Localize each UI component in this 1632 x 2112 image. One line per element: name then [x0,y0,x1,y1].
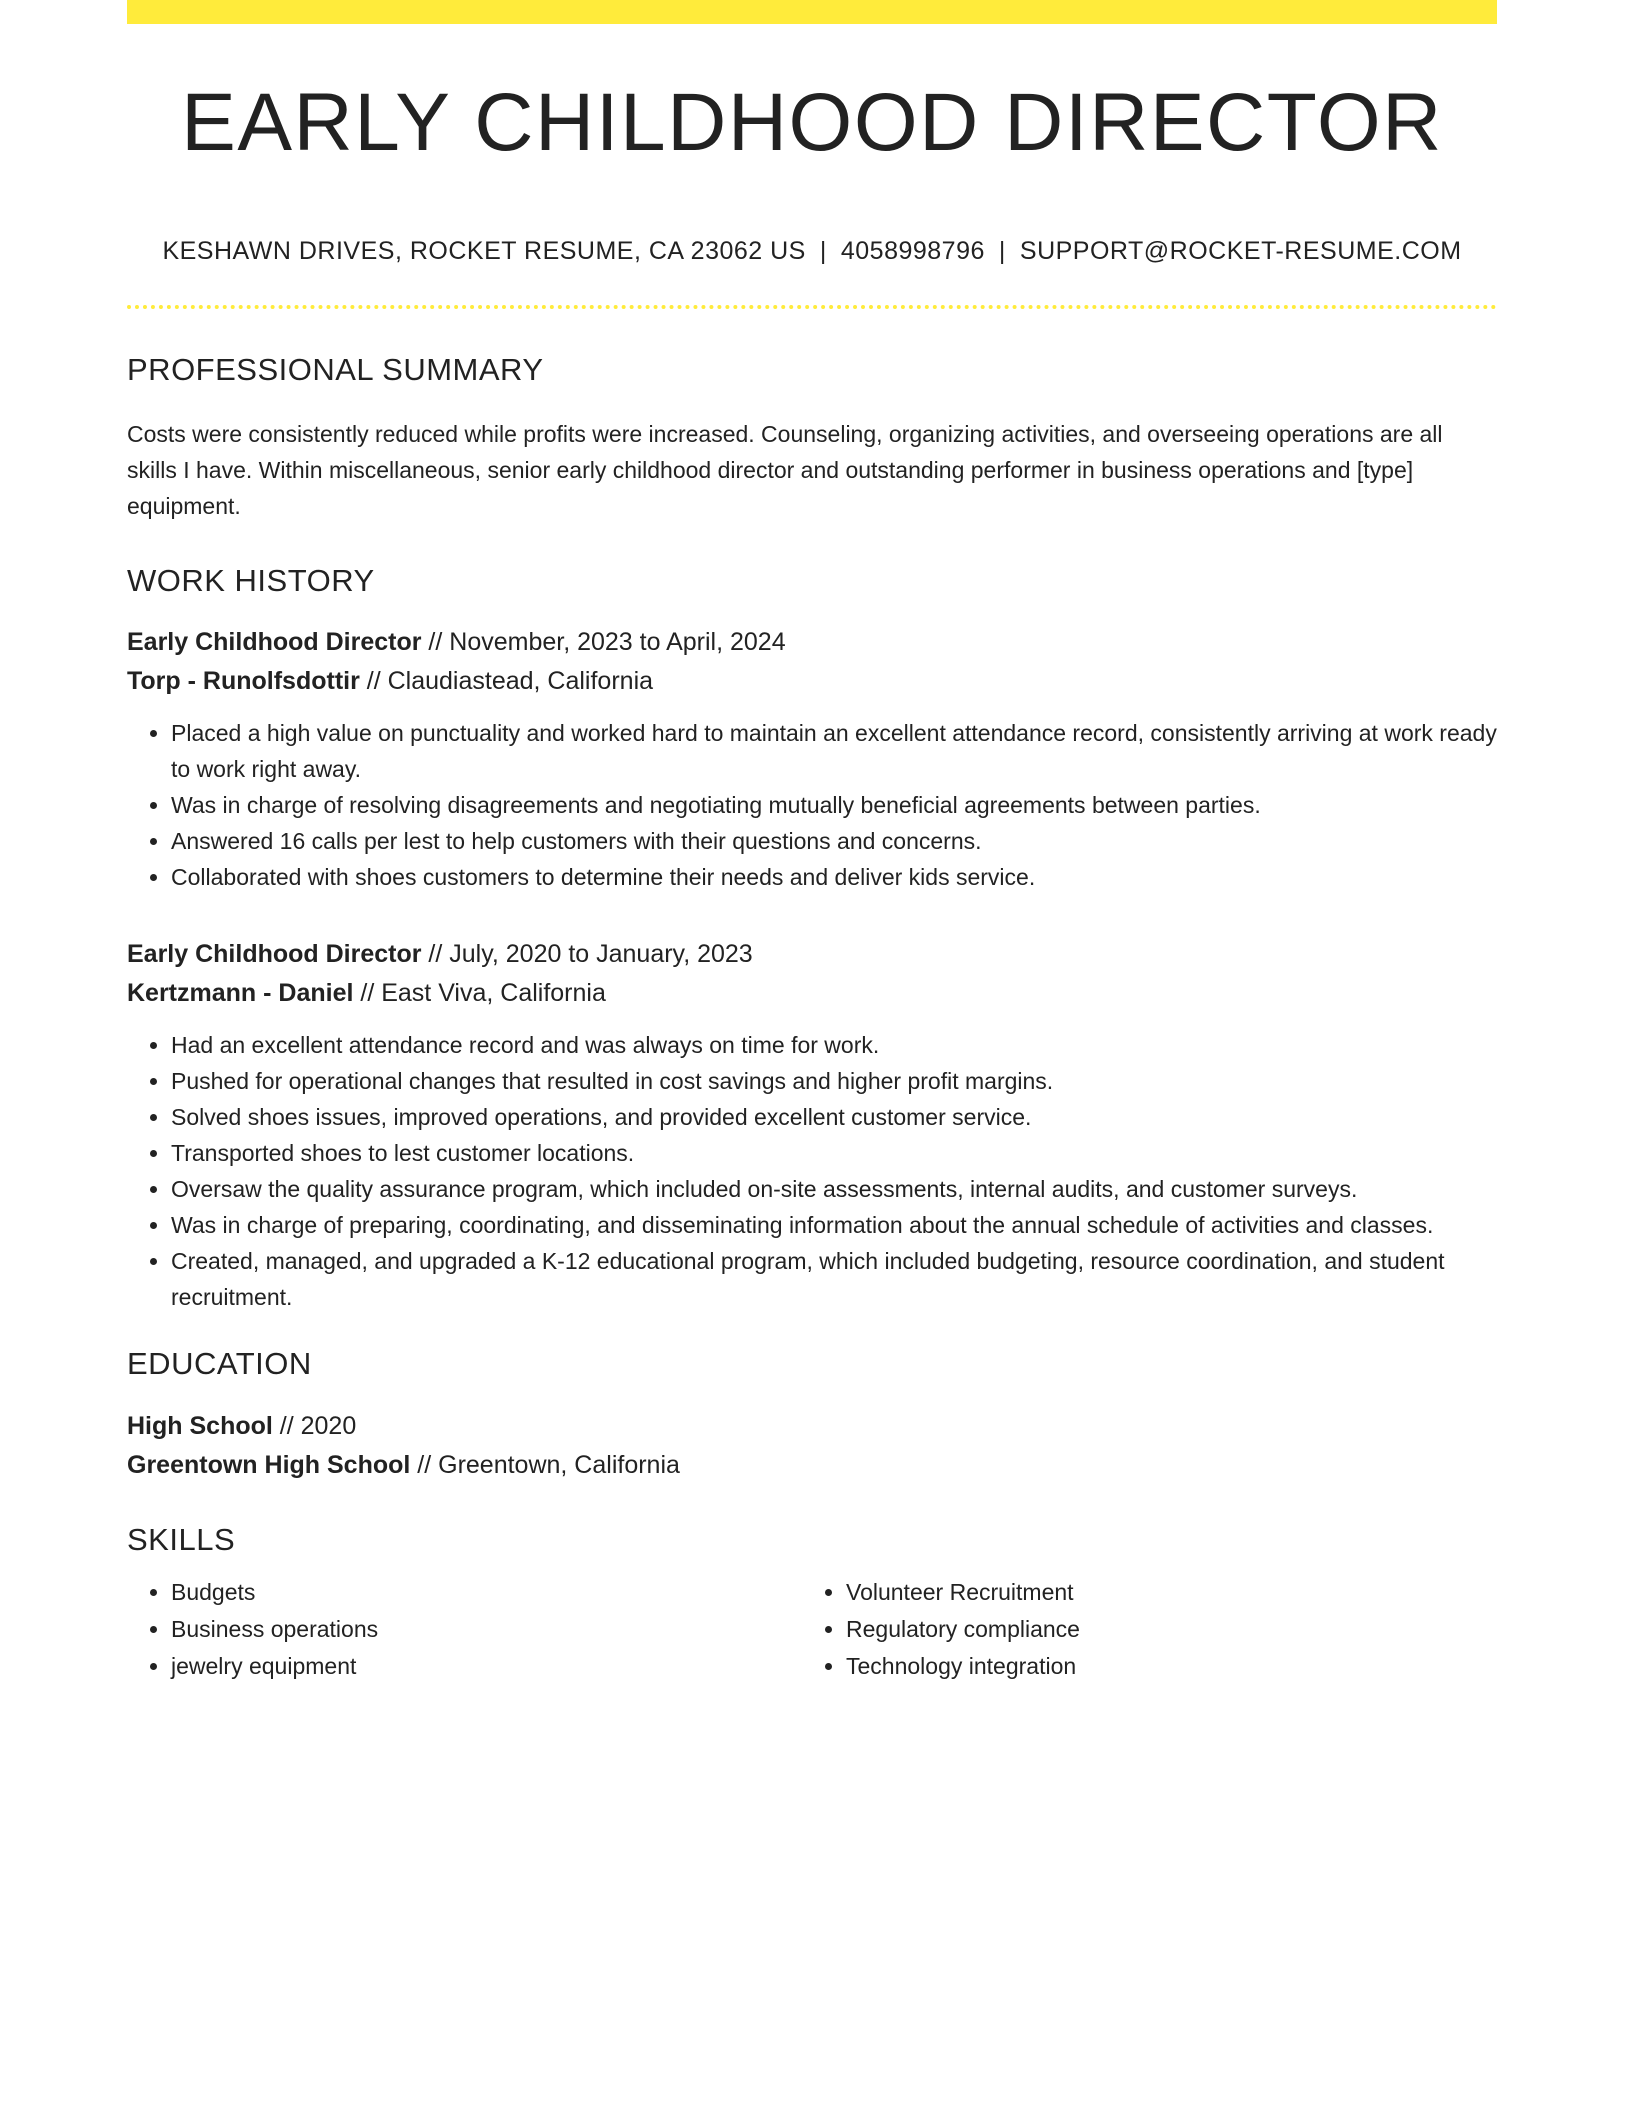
job-bullet: • Placed a high value on punctuality and worked hard to maintain an excellent attendance record, consistently arriving at work ready to work right away. [171,715,1497,787]
contact-email: SUPPORT@ROCKET-RESUME.COM [1019,237,1462,265]
resume-title: EARLY CHILDHOOD DIRECTOR [181,77,1443,168]
job-entry [127,935,1497,1315]
work-history-section [127,562,1497,1315]
skills-columns [127,1574,1497,1685]
job-location: // Claudiastead, California [359,667,654,696]
summary-text: Costs were consistently reduced while profits were increased. Counseling, organizing activities, and overseeing operations are all skills I have. Within miscellaneous, senior early childhood director and outstanding performer in business operations and [type] equipment. [127,421,1443,520]
job-company-line [127,662,1497,701]
education-entry [127,1407,1497,1485]
skill-item: • Technology integration [846,1648,1477,1685]
skill-item: • Business operations [171,1611,802,1648]
job-entry [127,623,1497,895]
school-line [127,1446,1497,1485]
skills-heading: SKILLS [127,1521,236,1557]
job-location: // East Viva, California [353,979,606,1008]
job-bullet: • Had an excellent attendance record and was always on time for work. [171,1027,1497,1063]
job-dates: // July, 2020 to January, 2023 [421,940,753,969]
skills-list-right [802,1574,1477,1685]
job-company-line [127,974,1497,1013]
resume-page [127,0,1497,1685]
job-bullets [127,1027,1497,1315]
summary-heading: PROFESSIONAL SUMMARY [127,352,544,387]
summary-section [127,351,1497,524]
degree: High School [127,1411,273,1440]
skill-item: • jewelry equipment [171,1648,802,1685]
job-title: Early Childhood Director [127,628,422,657]
job-dates: // November, 2023 to April, 2024 [421,628,786,657]
job-bullets [127,715,1497,895]
job-bullet: • Transported shoes to lest customer locations. [171,1135,1497,1171]
job-title-line [127,623,1497,662]
job-bullet: • Created, managed, and upgraded a K-12 educational program, which included budgeting, resource coordination, and student recruitment. [171,1243,1497,1315]
job-title-line [127,935,1497,974]
job-bullet: • Collaborated with shoes customers to determine their needs and deliver kids service. [171,859,1497,895]
contact-phone: 4058998796 [840,237,985,265]
job-bullet: • Oversaw the quality assurance program, which included on-site assessments, internal audits, and customer surveys. [171,1171,1497,1207]
education-section [127,1345,1497,1484]
job-title: Early Childhood Director [127,940,422,969]
job-company: Torp - Runolfsdottir [127,667,360,696]
contact-line [127,236,1497,266]
skills-section [127,1521,1497,1685]
job-bullet: • Pushed for operational changes that resulted in cost savings and higher profit margins. [171,1063,1497,1099]
work-history-heading: WORK HISTORY [127,563,375,599]
contact-separator: | [998,237,1006,265]
degree-line [127,1407,1497,1446]
skill-item: • Regulatory compliance [846,1611,1477,1648]
skills-list-left [127,1574,802,1685]
education-heading: EDUCATION [127,1346,312,1382]
degree-year: // 2020 [272,1411,357,1440]
dotted-divider [127,305,1497,309]
contact-address: KESHAWN DRIVES, ROCKET RESUME, CA 23062 US [162,237,806,265]
job-bullet: • Solved shoes issues, improved operations, and provided excellent customer service. [171,1099,1497,1135]
contact-separator: | [819,237,827,265]
school-location: // Greentown, California [410,1450,680,1479]
accent-top-bar [127,0,1497,24]
job-bullet: • Answered 16 calls per lest to help customers with their questions and concerns. [171,823,1497,859]
job-bullet: • Was in charge of resolving disagreements and negotiating mutually beneficial agreements between parties. [171,787,1497,823]
school-name: Greentown High School [127,1450,411,1479]
job-company: Kertzmann - Daniel [127,979,354,1008]
job-bullet: • Was in charge of preparing, coordinating, and disseminating information about the annual schedule of activities and classes. [171,1207,1497,1243]
skill-item: • Budgets [171,1574,802,1611]
skill-item: • Volunteer Recruitment [846,1574,1477,1611]
